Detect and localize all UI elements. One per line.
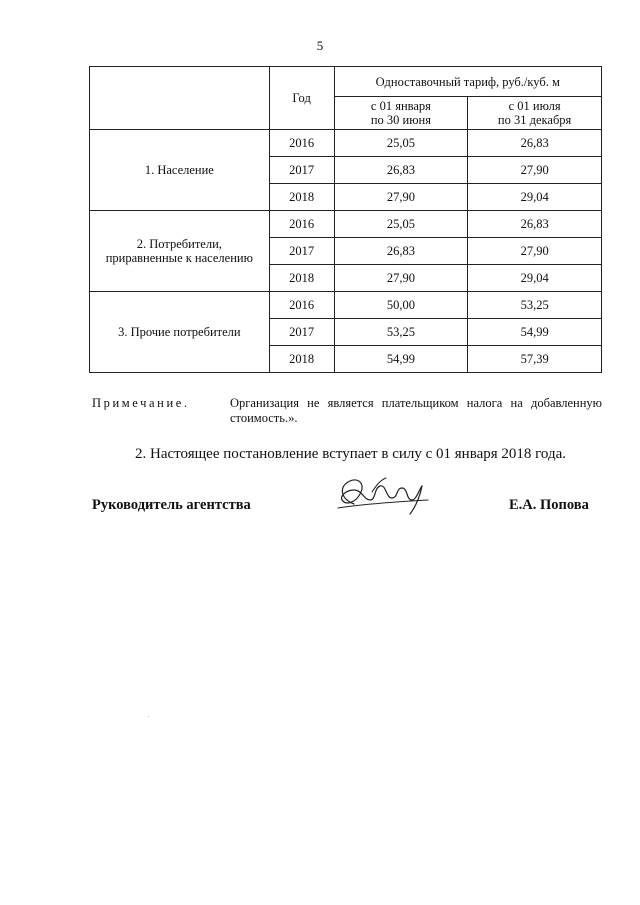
scan-speck — [148, 716, 149, 717]
value-cell: 29,04 — [468, 265, 602, 292]
value-cell: 27,90 — [334, 184, 468, 211]
value-cell: 26,83 — [468, 130, 602, 157]
value-cell: 27,90 — [468, 238, 602, 265]
value-cell: 53,25 — [468, 292, 602, 319]
note — [92, 396, 602, 426]
note-label: Примечание. — [92, 396, 190, 410]
header-year: Год — [269, 67, 334, 130]
page-number: 5 — [316, 38, 324, 53]
decree-effective-date: 2. Настоящее постановление вступает в силу с 01 января 2018 года. — [135, 446, 567, 462]
value-cell: 53,25 — [334, 319, 468, 346]
year-cell: 2018 — [269, 346, 334, 373]
signature-image — [332, 470, 437, 520]
header-category-cell — [90, 67, 270, 130]
category-cell: 3. Прочие потребители — [90, 292, 270, 373]
year-cell: 2017 — [269, 238, 334, 265]
table-row — [90, 130, 602, 157]
note-text: Организация не является плательщиком налога на добавленную стоимость.». — [230, 396, 602, 425]
year-cell: 2018 — [269, 265, 334, 292]
value-cell: 25,05 — [334, 211, 468, 238]
table-row — [90, 211, 602, 238]
year-cell: 2016 — [269, 130, 334, 157]
year-cell: 2018 — [269, 184, 334, 211]
value-cell: 29,04 — [468, 184, 602, 211]
value-cell: 50,00 — [334, 292, 468, 319]
value-cell: 26,83 — [468, 211, 602, 238]
value-cell: 26,83 — [334, 238, 468, 265]
table-row — [90, 292, 602, 319]
value-cell: 27,90 — [468, 157, 602, 184]
tariff-table — [89, 66, 602, 373]
value-cell: 54,99 — [334, 346, 468, 373]
year-cell: 2016 — [269, 292, 334, 319]
value-cell: 57,39 — [468, 346, 602, 373]
header-period-1: с 01 января по 30 июня — [334, 97, 468, 130]
category-cell: 1. Население — [90, 130, 270, 211]
header-tariff: Одноставочный тариф, руб./куб. м — [334, 67, 601, 97]
signatory-name: Е.А. Попова — [509, 497, 589, 513]
value-cell: 27,90 — [334, 265, 468, 292]
signatory-title: Руководитель агентства — [92, 497, 251, 513]
value-cell: 54,99 — [468, 319, 602, 346]
value-cell: 26,83 — [334, 157, 468, 184]
year-cell: 2017 — [269, 319, 334, 346]
category-cell: 2. Потребители, приравненные к населению — [90, 211, 270, 292]
year-cell: 2016 — [269, 211, 334, 238]
header-period-2: с 01 июля по 31 декабря — [468, 97, 602, 130]
year-cell: 2017 — [269, 157, 334, 184]
value-cell: 25,05 — [334, 130, 468, 157]
